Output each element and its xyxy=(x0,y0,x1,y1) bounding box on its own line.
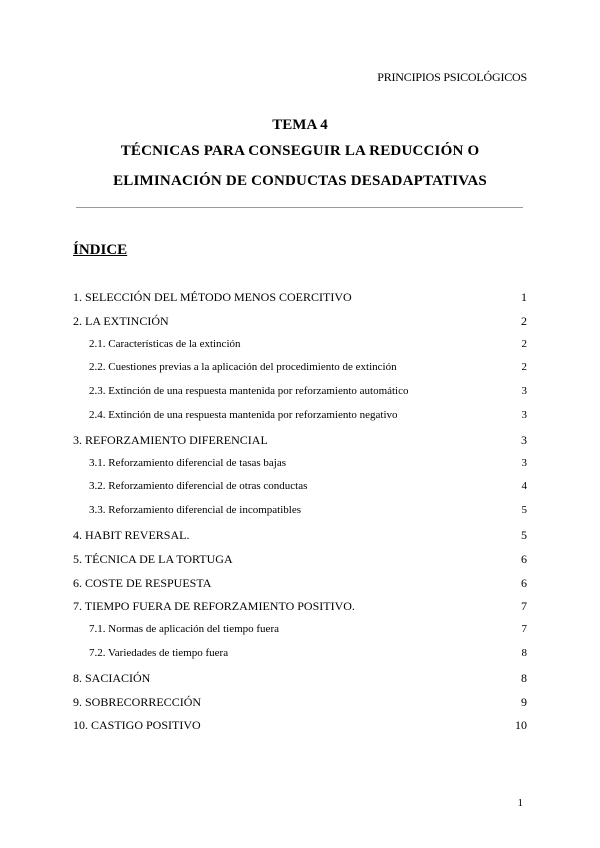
chapter-title-line-1: TÉCNICAS PARA CONSEGUIR LA REDUCCIÓN O xyxy=(120,143,480,159)
toc-entry-page: 5 xyxy=(521,527,527,542)
toc-entry[interactable] xyxy=(73,576,527,600)
toc-subentry[interactable] xyxy=(73,385,527,409)
toc-subentry[interactable] xyxy=(73,504,527,528)
toc-subentry[interactable] xyxy=(73,338,527,362)
toc-entry[interactable] xyxy=(73,290,527,314)
index-heading: ÍNDICE xyxy=(73,242,128,258)
toc-subentry[interactable] xyxy=(73,409,527,433)
toc-entry-page: 4 xyxy=(521,480,527,493)
toc-entry-page: 8 xyxy=(521,646,527,659)
toc-entry-page: 1 xyxy=(521,290,527,304)
chapter-label: TEMA 4 xyxy=(272,117,328,133)
toc-entry-label: 3. REFORZAMIENTO DIFERENCIAL xyxy=(73,432,268,447)
toc-entry-label: 2. LA EXTINCIÓN xyxy=(73,313,169,328)
toc-entry-page: 9 xyxy=(521,694,527,709)
toc-subentry[interactable] xyxy=(73,647,527,671)
title-block xyxy=(0,114,600,196)
toc-entry-page: 5 xyxy=(521,504,527,517)
toc-entry-page: 10 xyxy=(515,718,527,733)
toc-entry-label: 2.3. Extinción de una respuesta mantenida por reforzamiento automático xyxy=(89,385,409,398)
toc-entry[interactable] xyxy=(73,671,527,695)
toc-entry-label: 4. HABIT REVERSAL. xyxy=(73,527,190,542)
running-header: PRINCIPIOS PSICOLÓGICOS xyxy=(377,70,527,84)
toc-entry-page: 3 xyxy=(521,408,527,421)
toc-entry-label: 2.1. Características de la extinción xyxy=(89,337,241,350)
toc-entry-label: 2.4. Extinción de una respuesta mantenida por reforzamiento negativo xyxy=(89,408,398,421)
toc-entry-label: 10. CASTIGO POSITIVO xyxy=(73,718,201,733)
toc-entry-label: 6. COSTE DE RESPUESTA xyxy=(73,575,212,590)
toc-entry-page: 3 xyxy=(521,432,527,447)
toc-entry[interactable] xyxy=(73,433,527,457)
page-number: 1 xyxy=(517,797,523,809)
toc-entry-page: 8 xyxy=(521,670,527,685)
toc-entry-page: 3 xyxy=(521,385,527,398)
toc-entry-label: 7.2. Variedades de tiempo fuera xyxy=(89,646,229,659)
toc-entry-page: 6 xyxy=(521,551,527,566)
toc-entry-label: 1. SELECCIÓN DEL MÉTODO MENOS COERCITIVO xyxy=(73,290,352,304)
toc-subentry[interactable] xyxy=(73,480,527,504)
toc-entry[interactable] xyxy=(73,695,527,719)
toc-entry-page: 2 xyxy=(521,337,527,350)
toc-subentry[interactable] xyxy=(73,623,527,647)
toc-entry[interactable] xyxy=(73,528,527,552)
toc-entry-label: 5. TÉCNICA DE LA TORTUGA xyxy=(73,551,233,566)
toc-entry[interactable] xyxy=(73,718,527,742)
toc-entry-page: 3 xyxy=(521,456,527,469)
toc-entry-label: 7. TIEMPO FUERA DE REFORZAMIENTO POSITIVO. xyxy=(73,599,355,614)
toc-subentry[interactable] xyxy=(73,457,527,481)
toc-entry-label: 8. SACIACIÓN xyxy=(73,670,151,685)
toc-entry-label: 9. SOBRECORRECCIÓN xyxy=(73,694,202,709)
toc-subentry[interactable] xyxy=(73,361,527,385)
toc-entry-page: 7 xyxy=(521,599,527,614)
toc-entry-page: 6 xyxy=(521,575,527,590)
toc-entry-page: 2 xyxy=(521,361,527,374)
toc-entry-label: 3.1. Reforzamiento diferencial de tasas bajas xyxy=(89,456,287,469)
toc-entry-label: 7.1. Normas de aplicación del tiempo fuera xyxy=(89,623,279,636)
toc-entry[interactable] xyxy=(73,314,527,338)
title-divider xyxy=(76,207,523,208)
toc-entry-label: 2.2. Cuestiones previas a la aplicación del procedimiento de extinción xyxy=(89,361,397,374)
toc-entry[interactable] xyxy=(73,599,527,623)
toc-entry[interactable] xyxy=(73,552,527,576)
toc-entry-page: 7 xyxy=(521,623,527,636)
toc-entry-page: 2 xyxy=(521,313,527,328)
toc-entry-label: 3.2. Reforzamiento diferencial de otras conductas xyxy=(89,480,308,493)
toc-entry-label: 3.3. Reforzamiento diferencial de incompatibles xyxy=(89,504,301,517)
chapter-title-line-2: ELIMINACIÓN DE CONDUCTAS DESADAPTATIVAS xyxy=(113,173,487,189)
table-of-contents xyxy=(73,290,527,742)
